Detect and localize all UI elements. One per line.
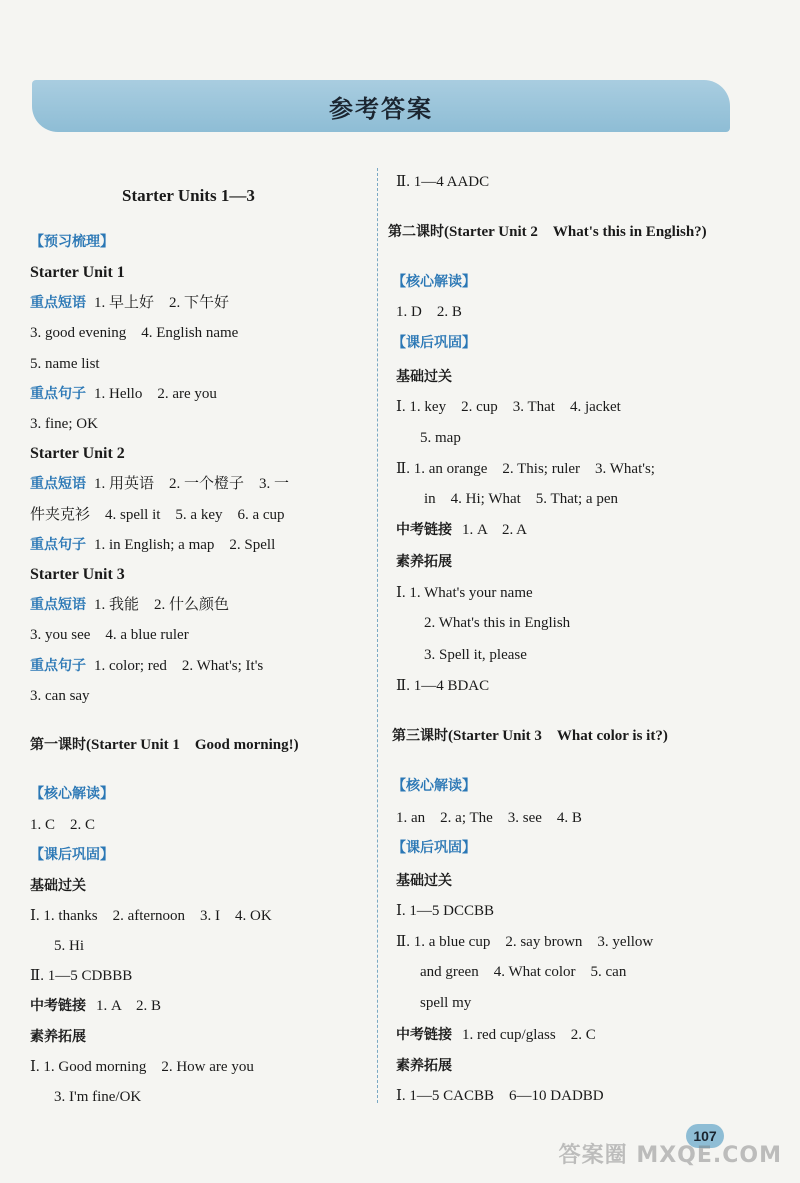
basic-answer-2: Ⅱ. 1—5 CDBBB: [30, 968, 133, 984]
basic3-answer-2c: spell my: [420, 995, 472, 1011]
unit3-sentences: 重点句子 1. color; red 2. What's; It's: [30, 658, 264, 674]
extension-answer-1b: 2. What's this in English: [424, 615, 571, 631]
extension-heading: 素养拓展: [396, 554, 452, 570]
page-number: 107: [686, 1124, 724, 1148]
unit1-sentences-line2: 3. fine; OK: [30, 416, 98, 432]
exam-link: 中考链接 1. A 2. B: [30, 998, 162, 1014]
extension-answer-1: Ⅰ. 1. Good morning 2. How are you: [30, 1059, 254, 1075]
core-tag: 【核心解读】: [30, 786, 114, 802]
basic3-answer-2b: and green 4. What color 5. can: [420, 964, 627, 980]
basic-heading: 基础过关: [396, 369, 452, 385]
extension-heading: 素养拓展: [30, 1029, 86, 1045]
lesson2-heading: 第二课时(Starter Unit 2 What's this in English?): [388, 224, 707, 240]
after-class-tag-3: 【课后巩固】: [392, 840, 476, 856]
basic3-answer-2: Ⅱ. 1. a blue cup 2. say brown 3. yellow: [396, 934, 654, 950]
unit2-phrases: 重点短语 1. 用英语 2. 一个橙子 3. 一: [30, 476, 290, 492]
unit3-phrases-line2: 3. you see 4. a blue ruler: [30, 627, 189, 643]
unit1-phrases-line2: 3. good evening 4. English name: [30, 325, 239, 341]
lesson1-heading: 第一课时(Starter Unit 1 Good morning!): [30, 737, 299, 753]
unit1-phrases: 重点短语 1. 早上好 2. 下午好: [30, 295, 230, 311]
unit2-sentences: 重点句子 1. in English; a map 2. Spell: [30, 537, 276, 553]
core-answers: 1. C 2. C: [30, 817, 96, 833]
exam-link: 中考链接 1. A 2. A: [396, 522, 528, 538]
core-tag-3: 【核心解读】: [392, 778, 476, 794]
unit3-heading: Starter Unit 3: [30, 566, 125, 583]
unit3-phrases: 重点短语 1. 我能 2. 什么颜色: [30, 597, 230, 613]
unit3-sentences-line2: 3. can say: [30, 688, 90, 704]
basic-answer-1b: 5. map: [420, 430, 461, 446]
unit1-phrases-line3: 5. name list: [30, 356, 100, 372]
extension-answer-1: Ⅰ. 1. What's your name: [396, 585, 533, 601]
lesson3-heading: 第三课时(Starter Unit 3 What color is it?): [392, 728, 668, 744]
banner-title: 参考答案: [329, 94, 433, 123]
extension-answer-1c: 3. Spell it, please: [424, 647, 527, 663]
column-divider: [377, 168, 378, 1103]
unit2-heading: Starter Unit 2: [30, 445, 125, 462]
core-answers-3: 1. an 2. a; The 3. see 4. B: [396, 810, 582, 826]
unit1-heading: Starter Unit 1: [30, 264, 125, 281]
unit2-phrases-line2: 件夹克衫 4. spell it 5. a key 6. a cup: [30, 507, 285, 523]
basic-answer-2: Ⅱ. 1. an orange 2. This; ruler 3. What's;: [396, 461, 655, 477]
top-answer: Ⅱ. 1—4 AADC: [396, 174, 490, 190]
extension-answer-2: Ⅱ. 1—4 BDAC: [396, 678, 490, 694]
answer-banner: [32, 80, 730, 132]
extension-heading-3: 素养拓展: [396, 1058, 452, 1074]
basic-answer-1: Ⅰ. 1. thanks 2. afternoon 3. I 4. OK: [30, 908, 272, 924]
section-title: Starter Units 1—3: [122, 186, 255, 205]
basic3-answer-1: Ⅰ. 1—5 DCCBB: [396, 903, 495, 919]
core-tag: 【核心解读】: [392, 274, 476, 290]
basic-answer-1: Ⅰ. 1. key 2. cup 3. That 4. jacket: [396, 399, 621, 415]
after-class-tag: 【课后巩固】: [392, 335, 476, 351]
basic-heading: 基础过关: [30, 878, 86, 894]
after-class-tag: 【课后巩固】: [30, 847, 114, 863]
basic-answer-1b: 5. Hi: [54, 938, 84, 954]
preview-tag: 【预习梳理】: [30, 234, 114, 250]
unit1-sentences: 重点句子 1. Hello 2. are you: [30, 386, 217, 402]
basic-heading-3: 基础过关: [396, 873, 452, 889]
core-answers: 1. D 2. B: [396, 304, 462, 320]
basic-answer-2b: in 4. Hi; What 5. That; a pen: [424, 491, 618, 507]
exam-link-3: 中考链接 1. red cup/glass 2. C: [396, 1027, 596, 1043]
watermark: 答案圈 MXQE.COM: [558, 1143, 782, 1168]
extension3-answer-1: Ⅰ. 1—5 CACBB 6—10 DADBD: [396, 1088, 604, 1104]
extension-answer-1b: 3. I'm fine/OK: [54, 1089, 142, 1105]
